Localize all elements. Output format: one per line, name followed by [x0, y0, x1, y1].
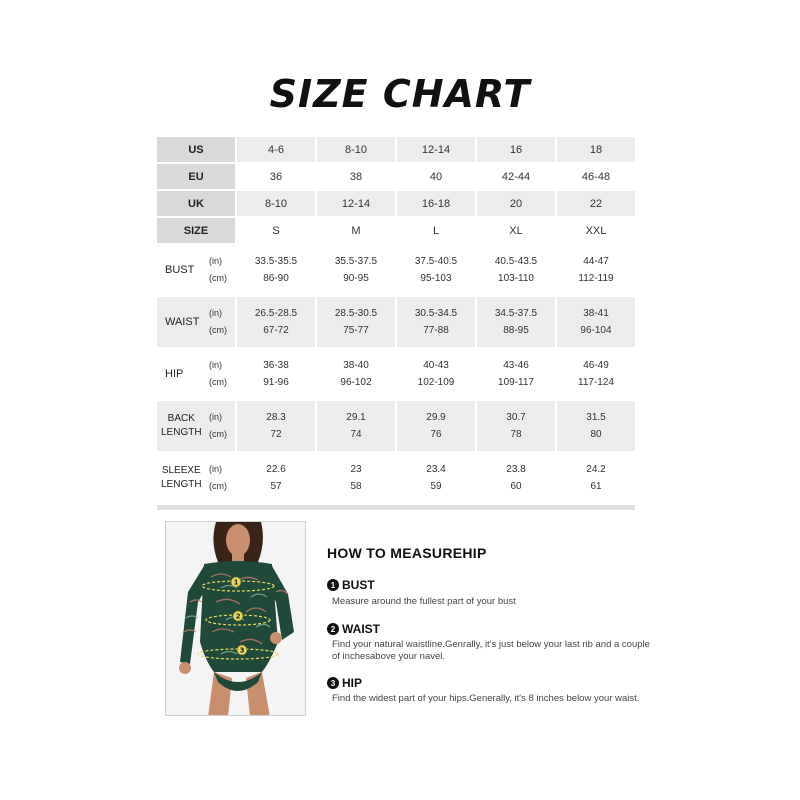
step-description: Measure around the fullest part of your bust	[332, 596, 516, 607]
table-cell: 12-14	[317, 191, 395, 216]
table-cell: 36	[237, 164, 315, 189]
step-label: HIP	[342, 676, 363, 690]
table-cell: S	[237, 218, 315, 243]
table-footer-bar	[157, 505, 635, 510]
step-label: WAIST	[342, 622, 380, 636]
table-cell: 29.1 74	[317, 401, 395, 451]
row-label-back-length	[157, 401, 235, 451]
table-cell: M	[317, 218, 395, 243]
table-cell: 12-14	[397, 137, 475, 162]
step-number-icon: 1	[327, 579, 339, 591]
size-chart-table	[157, 137, 639, 505]
table-cell: 30.5-34.5 77-88	[397, 297, 475, 347]
unit-in: (in)	[209, 308, 222, 318]
step-label: BUST	[342, 578, 375, 592]
table-cell: XXL	[557, 218, 635, 243]
unit-in: (in)	[209, 360, 222, 370]
table-cell: 38	[317, 164, 395, 189]
marker-1: 1	[233, 578, 239, 587]
row-label-us: US	[157, 137, 235, 162]
step-number-icon: 2	[327, 623, 339, 635]
unit-cm: (cm)	[209, 481, 227, 491]
table-cell: 8-10	[237, 191, 315, 216]
unit-in: (in)	[209, 464, 222, 474]
table-cell: 20	[477, 191, 555, 216]
table-cell: 8-10	[317, 137, 395, 162]
table-cell: 38-41 96-104	[557, 297, 635, 347]
table-cell: 43-46 109-117	[477, 349, 555, 399]
table-cell: 40.5-43.5 103-110	[477, 245, 555, 295]
table-cell: 33.5-35.5 86-90	[237, 245, 315, 295]
table-cell: 38-40 96-102	[317, 349, 395, 399]
table-cell: 30.7 78	[477, 401, 555, 451]
table-cell: 46-48	[557, 164, 635, 189]
row-label-size: SIZE	[157, 218, 235, 243]
table-cell: 16-18	[397, 191, 475, 216]
table-cell: 26.5-28.5 67-72	[237, 297, 315, 347]
marker-2: 2	[235, 612, 241, 621]
table-cell: XL	[477, 218, 555, 243]
step-hip	[327, 676, 362, 690]
table-cell: 40	[397, 164, 475, 189]
table-cell: 23 58	[317, 453, 395, 503]
measure-name: HIP	[165, 368, 184, 380]
marker-3: 3	[239, 646, 245, 655]
unit-cm: (cm)	[209, 377, 227, 387]
swimsuit-illustration	[166, 522, 306, 716]
row-label-hip	[157, 349, 235, 399]
table-cell: L	[397, 218, 475, 243]
step-bust	[327, 578, 375, 592]
model-photo	[165, 521, 306, 716]
table-cell: 16	[477, 137, 555, 162]
table-cell: 31.5 80	[557, 401, 635, 451]
table-cell: 37.5-40.5 95-103	[397, 245, 475, 295]
unit-cm: (cm)	[209, 325, 227, 335]
table-cell: 28.3 72	[237, 401, 315, 451]
table-cell: 36-38 91-96	[237, 349, 315, 399]
row-label-eu: EU	[157, 164, 235, 189]
table-cell: 42-44	[477, 164, 555, 189]
row-label-bust	[157, 245, 235, 295]
table-cell: 28.5-30.5 75-77	[317, 297, 395, 347]
row-label-uk: UK	[157, 191, 235, 216]
unit-in: (in)	[209, 256, 222, 266]
table-cell: 29.9 76	[397, 401, 475, 451]
row-label-waist	[157, 297, 235, 347]
table-cell: 22	[557, 191, 635, 216]
table-cell: 23.4 59	[397, 453, 475, 503]
row-label-sleeve-length	[157, 453, 235, 503]
step-number-icon: 3	[327, 677, 339, 689]
step-waist	[327, 622, 380, 636]
how-to-heading: HOW TO MEASUREHIP	[327, 545, 487, 561]
step-description: Find the widest part of your hips.Generally, it's 8 inches below your waist.	[332, 693, 640, 704]
measure-name: BUST	[165, 264, 195, 276]
table-cell: 4-6	[237, 137, 315, 162]
table-cell: 40-43 102-109	[397, 349, 475, 399]
table-cell: 34.5-37.5 88-95	[477, 297, 555, 347]
step-description: Find your natural waistline.Genrally, it's just below your last rib and a couple of inchesabove your navel.	[332, 639, 650, 662]
table-cell: 46-49 117-124	[557, 349, 635, 399]
table-cell: 23.8 60	[477, 453, 555, 503]
table-cell: 24.2 61	[557, 453, 635, 503]
measure-name: BACK LENGTH	[161, 413, 202, 438]
table-cell: 35.5-37.5 90-95	[317, 245, 395, 295]
measure-name: WAIST	[165, 316, 200, 328]
table-cell: 22.6 57	[237, 453, 315, 503]
measure-name: SLEEXE LENGTH	[161, 465, 202, 490]
page-title: SIZE CHART	[269, 72, 531, 116]
unit-cm: (cm)	[209, 273, 227, 283]
unit-cm: (cm)	[209, 429, 227, 439]
table-cell: 18	[557, 137, 635, 162]
table-cell: 44-47 112-119	[557, 245, 635, 295]
unit-in: (in)	[209, 412, 222, 422]
